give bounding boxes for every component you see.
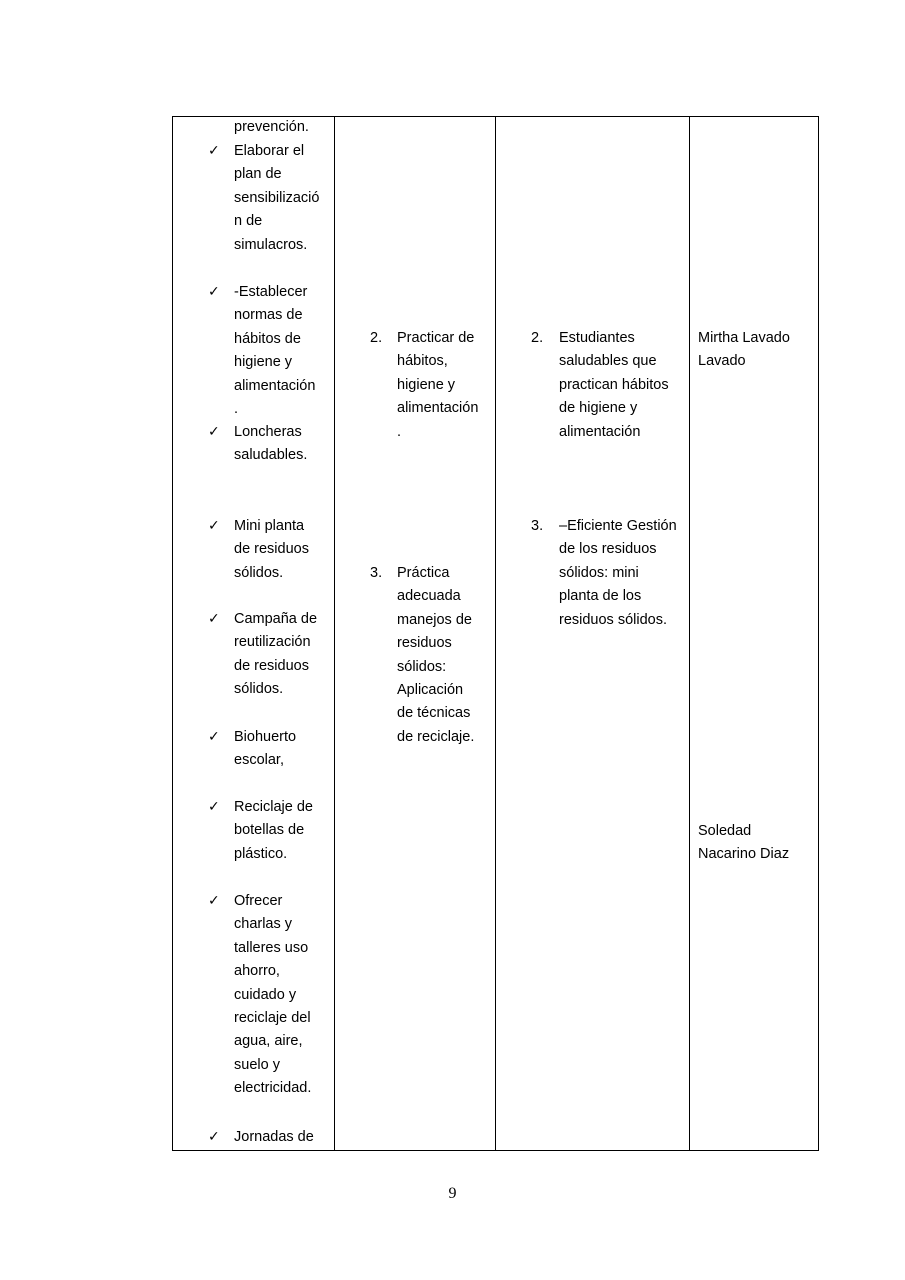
column-divider bbox=[689, 116, 690, 1151]
activity-text: cuidado y bbox=[234, 986, 297, 1003]
objective-text: . bbox=[397, 423, 402, 440]
activity-text: plan de bbox=[234, 166, 282, 183]
activity-text: Reciclaje de bbox=[234, 799, 313, 815]
checkmark-icon: ✓ bbox=[208, 1129, 220, 1145]
checkmark-icon: ✓ bbox=[208, 611, 220, 627]
objective-text: Aplicación bbox=[397, 682, 464, 698]
item-number: 2. bbox=[531, 330, 544, 346]
activity-text: hábitos de bbox=[234, 330, 301, 347]
activity-text: reciclaje del bbox=[234, 1010, 311, 1026]
activity-text: Mini planta bbox=[234, 518, 305, 534]
goal-text: sólidos: mini bbox=[559, 564, 639, 581]
objective-text: de reciclaje. bbox=[397, 728, 475, 745]
activity-text: -Establecer bbox=[234, 284, 308, 300]
goal-text: de higiene y bbox=[559, 400, 638, 417]
checkmark-icon: ✓ bbox=[208, 284, 220, 300]
activity-text: botellas de bbox=[234, 822, 305, 839]
responsible-name: Mirtha Lavado bbox=[698, 330, 790, 346]
activity-text: prevención. bbox=[234, 119, 309, 135]
checkmark-icon: ✓ bbox=[208, 893, 220, 909]
goal-text: –Eficiente Gestión bbox=[559, 518, 677, 534]
checkmark-icon: ✓ bbox=[208, 799, 220, 815]
checkmark-icon: ✓ bbox=[208, 729, 220, 745]
activity-text: normas de bbox=[234, 307, 303, 324]
activity-text: Ofrecer bbox=[234, 893, 283, 909]
column-divider bbox=[334, 116, 335, 1151]
objective-text: residuos bbox=[397, 635, 452, 652]
activity-text: ahorro, bbox=[234, 963, 280, 980]
activity-text: Biohuerto bbox=[234, 729, 297, 745]
goal-text: planta de los bbox=[559, 588, 642, 605]
page-number: 9 bbox=[448, 1185, 457, 1202]
activity-text: Campaña de bbox=[234, 611, 318, 627]
item-number: 3. bbox=[370, 565, 383, 581]
activity-text: higiene y bbox=[234, 354, 293, 371]
activity-text: talleres uso bbox=[234, 939, 309, 956]
objective-text: manejos de bbox=[397, 611, 472, 628]
activity-text: agua, aire, bbox=[234, 1033, 303, 1050]
goal-text: Estudiantes bbox=[559, 330, 635, 346]
activity-text: sólidos. bbox=[234, 681, 284, 698]
checkmark-icon: ✓ bbox=[208, 424, 220, 440]
objective-text: higiene y bbox=[397, 376, 456, 393]
activity-text: sólidos. bbox=[234, 564, 284, 581]
goal-text: alimentación bbox=[559, 423, 641, 440]
activity-text: reutilización bbox=[234, 634, 311, 651]
activity-text: plástico. bbox=[234, 845, 288, 862]
goal-text: practican hábitos bbox=[559, 376, 669, 393]
activity-text: Loncheras bbox=[234, 424, 302, 440]
objective-text: Practicar de bbox=[397, 330, 475, 346]
objective-text: Práctica bbox=[397, 565, 450, 581]
goal-text: saludables que bbox=[559, 353, 657, 370]
activity-text: escolar, bbox=[234, 752, 284, 769]
objective-text: sólidos: bbox=[397, 658, 447, 675]
checkmark-icon: ✓ bbox=[208, 143, 220, 159]
goal-text: residuos sólidos. bbox=[559, 611, 667, 628]
activity-text: alimentación bbox=[234, 377, 316, 394]
activity-text: electricidad. bbox=[234, 1080, 312, 1097]
objective-text: hábitos, bbox=[397, 353, 448, 370]
activity-text: Elaborar el bbox=[234, 143, 305, 159]
activity-text: charlas y bbox=[234, 916, 293, 933]
item-number: 3. bbox=[531, 518, 544, 534]
objective-text: alimentación bbox=[397, 400, 479, 417]
goal-text: de los residuos bbox=[559, 541, 657, 558]
activity-text: de residuos bbox=[234, 657, 309, 674]
item-number: 2. bbox=[370, 330, 383, 346]
activity-text: de residuos bbox=[234, 541, 309, 558]
responsible-name: Nacarino Diaz bbox=[698, 846, 790, 863]
activity-text: Jornadas de bbox=[234, 1129, 314, 1145]
objective-text: de técnicas bbox=[397, 705, 471, 722]
objective-text: adecuada bbox=[397, 588, 461, 605]
activity-text: n de bbox=[234, 213, 263, 230]
activity-text: saludables. bbox=[234, 447, 308, 464]
activity-text: . bbox=[234, 401, 239, 417]
activity-text: sensibilizació bbox=[234, 189, 320, 206]
responsible-name: Lavado bbox=[698, 353, 746, 370]
activity-text: suelo y bbox=[234, 1056, 280, 1073]
activity-text: simulacros. bbox=[234, 236, 308, 253]
column-divider bbox=[495, 116, 496, 1151]
responsible-name: Soledad bbox=[698, 823, 752, 839]
checkmark-icon: ✓ bbox=[208, 518, 220, 534]
